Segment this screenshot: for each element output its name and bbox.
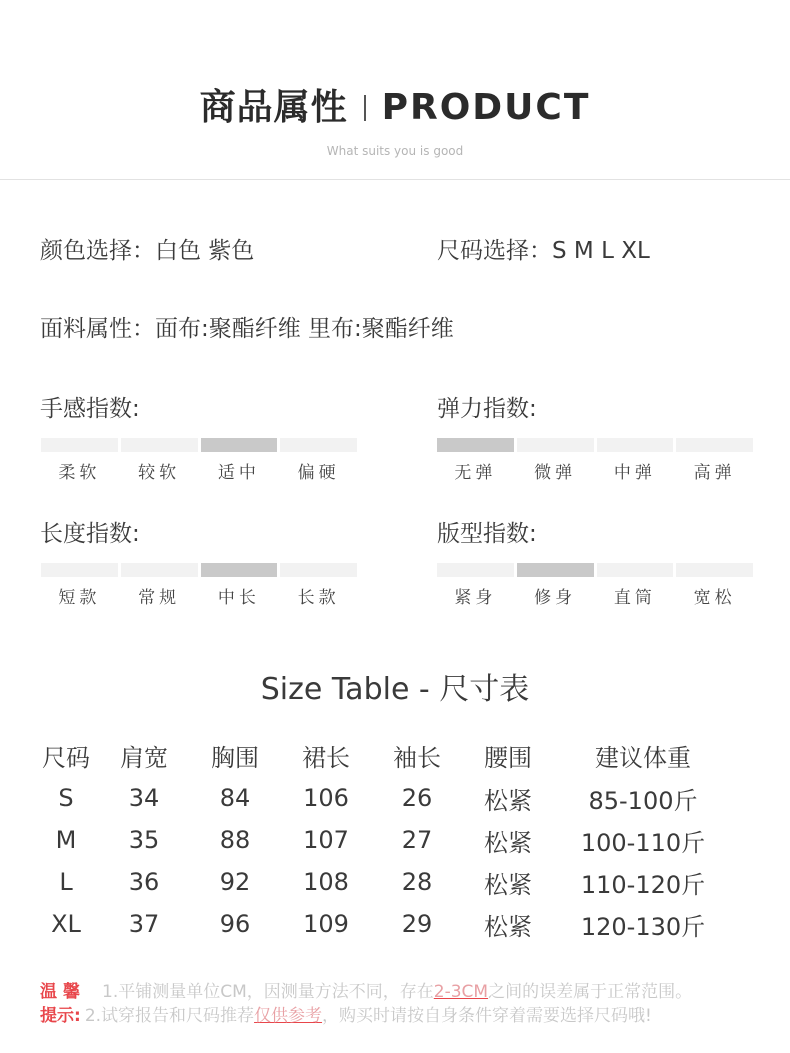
color-attribute: 颜色选择：白色 紫色 [40, 238, 255, 264]
scale-option-label: 柔软 [58, 463, 101, 483]
table-cell: 26 [401, 784, 433, 812]
scale-segment [676, 438, 753, 452]
scale-segment [41, 563, 118, 577]
table-cell: 27 [401, 826, 433, 854]
size-table-title: Size Table - 尺寸表 [260, 672, 530, 707]
scale-option-label: 中弹 [613, 463, 656, 483]
scale-option-label: 偏硬 [297, 463, 340, 483]
size-table [0, 733, 790, 945]
feel-index-scale [41, 438, 357, 483]
scale-segment [597, 563, 674, 577]
scale-segment-selected [437, 438, 514, 452]
table-cell: 34 [128, 784, 160, 812]
table-cell: 36 [128, 868, 160, 896]
scale-segment-selected [517, 563, 594, 577]
scale-segment [280, 563, 357, 577]
table-cell: S [58, 784, 74, 812]
table-cell: L [59, 868, 73, 896]
table-cell: 松紧 [484, 786, 532, 815]
scale-segment [121, 563, 198, 577]
table-cell: 109 [303, 910, 349, 938]
table-row [0, 903, 790, 945]
column-header: 肩宽 [120, 743, 168, 772]
title-separator [364, 95, 366, 121]
scale-segment [41, 438, 118, 452]
table-cell: 88 [219, 826, 251, 854]
header-divider [0, 179, 790, 180]
table-row [0, 861, 790, 903]
table-cell: 108 [303, 868, 349, 896]
table-cell: 120-130斤 [580, 912, 706, 941]
scale-option-label: 紧身 [454, 588, 497, 608]
column-header: 裙长 [302, 743, 350, 772]
table-cell: 100-110斤 [580, 828, 706, 857]
table-header-row [0, 733, 790, 777]
length-index-scale [41, 563, 357, 608]
table-cell: 96 [219, 910, 251, 938]
elastic-index-scale [437, 438, 753, 483]
note-text: ，购买时请按自身条件穿着需要选择尺码哦! [322, 1006, 652, 1026]
feel-index-title: 手感指数: [40, 396, 140, 422]
note-label: 温馨 [40, 982, 86, 1002]
scale-segment-selected [201, 438, 278, 452]
page-title [0, 86, 790, 130]
table-row [0, 777, 790, 819]
scale-segment [517, 438, 594, 452]
table-cell: 106 [303, 784, 349, 812]
table-cell: 37 [128, 910, 160, 938]
note-text: 之间的误差属于正常范围。 [488, 982, 693, 1002]
size-attribute: 尺码选择：S M L XL [437, 238, 650, 264]
elastic-index-title: 弹力指数: [437, 396, 537, 422]
scale-option-label: 直筒 [613, 588, 656, 608]
column-header: 尺码 [42, 743, 90, 772]
fabric-attribute: 面料属性：面布:聚酯纤维 里布:聚酯纤维 [40, 316, 454, 342]
scale-segment [597, 438, 674, 452]
note-text: 2.试穿报告和尺码推荐 [84, 1006, 255, 1026]
scale-option-label: 较软 [138, 463, 181, 483]
table-row [0, 819, 790, 861]
column-header: 腰围 [484, 743, 532, 772]
table-cell: 107 [303, 826, 349, 854]
product-header [0, 0, 790, 180]
scale-option-label: 微弹 [534, 463, 577, 483]
title-english: PRODUCT [381, 87, 591, 128]
table-cell: 85-100斤 [588, 786, 698, 815]
scale-option-label: 适中 [217, 463, 260, 483]
scale-segment-selected [201, 563, 278, 577]
note-text: 1.平铺测量单位CM，因测量方法不同，存在 [102, 982, 434, 1002]
scale-segment [121, 438, 198, 452]
scale-option-label: 高弹 [693, 463, 736, 483]
scale-option-label: 宽松 [693, 588, 736, 608]
scale-option-label: 中长 [217, 588, 260, 608]
table-cell: 松紧 [484, 870, 532, 899]
table-cell: 35 [128, 826, 160, 854]
fit-index-title: 版型指数: [437, 521, 537, 547]
note-highlight: 2-3CM [433, 982, 489, 1002]
table-cell: 110-120斤 [580, 870, 706, 899]
table-cell: 28 [401, 868, 433, 896]
fit-index-scale [437, 563, 753, 608]
scale-option-label: 短款 [58, 588, 101, 608]
table-cell: M [55, 826, 77, 854]
note-line-1 [40, 980, 692, 1004]
table-cell: XL [51, 910, 81, 938]
scale-option-label: 常规 [138, 588, 181, 608]
note-highlight: 仅供参考 [254, 1006, 323, 1026]
scale-option-label: 长款 [297, 588, 340, 608]
note-line-2 [40, 1004, 652, 1028]
table-cell: 29 [401, 910, 433, 938]
table-cell: 92 [219, 868, 251, 896]
scale-option-label: 无弹 [454, 463, 497, 483]
scale-segment [437, 563, 514, 577]
note-label: 提示: [40, 1006, 81, 1026]
column-header: 胸围 [211, 743, 259, 772]
length-index-title: 长度指数: [40, 521, 140, 547]
scale-segment [676, 563, 753, 577]
title-chinese: 商品属性 [199, 87, 348, 128]
column-header: 袖长 [393, 743, 441, 772]
table-cell: 松紧 [484, 828, 532, 857]
page-subtitle: What suits you is good [326, 144, 464, 158]
column-header: 建议体重 [595, 743, 691, 772]
table-cell: 松紧 [484, 912, 532, 941]
scale-segment [280, 438, 357, 452]
scale-option-label: 修身 [534, 588, 577, 608]
table-cell: 84 [219, 784, 251, 812]
